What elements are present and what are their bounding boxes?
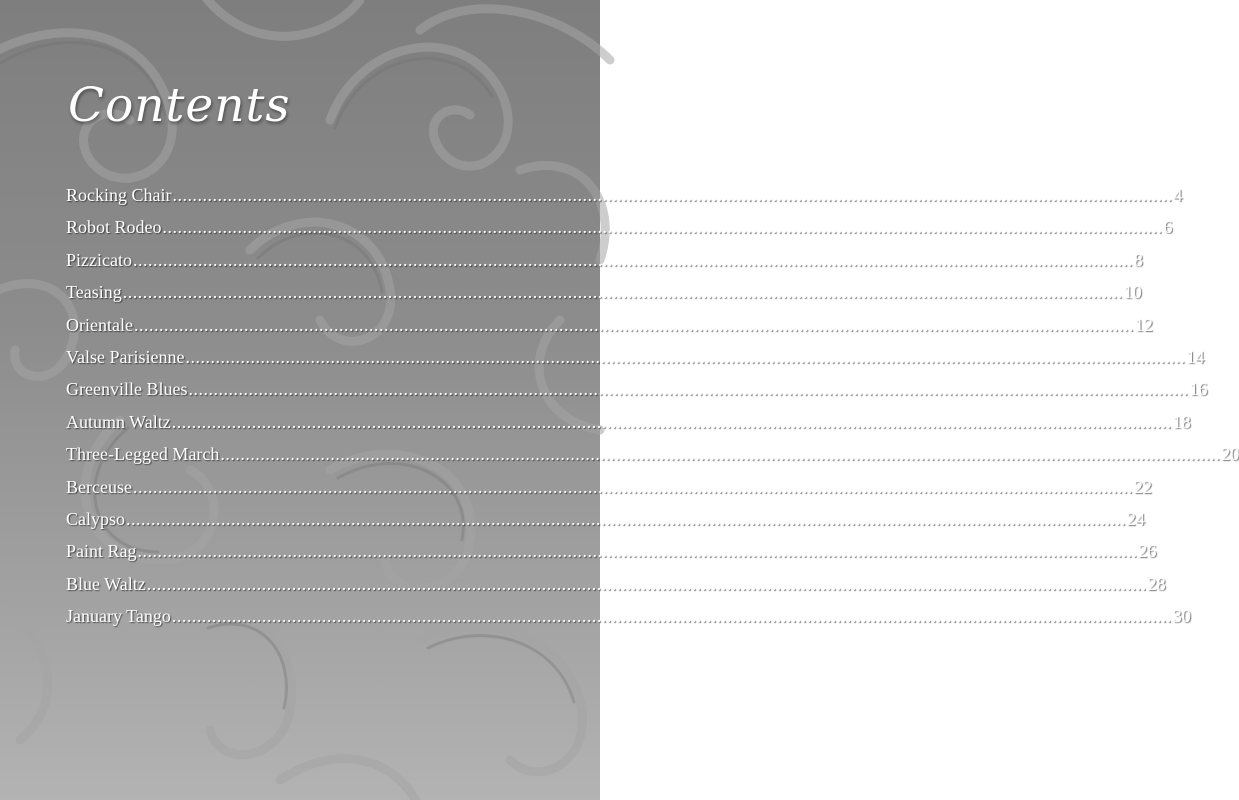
toc-entry-title: Blue Waltz xyxy=(66,573,146,594)
toc-entry-title: Rocking Chair xyxy=(66,185,172,205)
toc-entry[interactable] xyxy=(66,411,1191,444)
toc-entry-title: Orientale xyxy=(66,314,133,335)
toc-entry-page: 4 xyxy=(1173,185,1183,205)
dot-leader: ........................................................................................................................................................................................................ xyxy=(146,573,1147,594)
toc-entry-title: Calypso xyxy=(66,508,126,529)
toc-entry[interactable] xyxy=(66,508,1146,541)
toc-entry[interactable] xyxy=(66,217,1173,249)
dot-leader: ........................................................................................................................................................................................................ xyxy=(162,217,1163,238)
toc-entry[interactable] xyxy=(66,606,1191,638)
toc-entry-page: 24 xyxy=(1127,508,1146,529)
dot-leader: ........................................................................................................................................................................................................ xyxy=(220,444,1221,465)
toc-entry-title: Autumn Waltz xyxy=(66,411,171,432)
toc-entry-page: 8 xyxy=(1133,249,1143,270)
toc-entry[interactable] xyxy=(66,185,1183,217)
dot-leader: ........................................................................................................................................................................................................ xyxy=(126,508,1127,529)
toc-entry-page: 12 xyxy=(1134,314,1153,335)
toc-entry-title: Three-Legged March xyxy=(66,444,220,465)
toc-entry-title: January Tango xyxy=(66,606,171,627)
toc-entry[interactable] xyxy=(66,379,1208,411)
dot-leader: ........................................................................................................................................................................................................ xyxy=(171,411,1172,432)
toc-entry-page: 10 xyxy=(1123,282,1142,303)
dot-leader: ........................................................................................................................................................................................................ xyxy=(172,185,1173,205)
dot-leader: ........................................................................................................................................................................................................ xyxy=(171,606,1172,627)
dot-leader: ........................................................................................................................................................................................................ xyxy=(137,541,1138,562)
toc-entry-page: 6 xyxy=(1163,217,1173,238)
toc-entry-title: Teasing xyxy=(66,282,122,303)
toc-entry-title: Robot Rodeo xyxy=(66,217,162,238)
dot-leader: ........................................................................................................................................................................................................ xyxy=(133,314,1134,335)
toc-entry-page: 20 xyxy=(1221,444,1239,465)
toc-entry[interactable] xyxy=(66,346,1205,379)
toc-entry-page: 16 xyxy=(1189,379,1208,400)
toc-entry-title: Pizzicato xyxy=(66,249,132,270)
toc-entry-title: Paint Rag xyxy=(66,541,137,562)
toc-entry-page: 22 xyxy=(1133,476,1152,497)
dot-leader: ........................................................................................................................................................................................................ xyxy=(132,249,1133,270)
dot-leader: ........................................................................................................................................................................................................ xyxy=(132,476,1133,497)
toc-entry[interactable] xyxy=(66,314,1153,347)
toc-entry[interactable] xyxy=(66,282,1142,314)
toc-entry[interactable] xyxy=(66,476,1152,509)
toc-entry-page: 18 xyxy=(1172,411,1191,432)
toc-entry-page: 26 xyxy=(1138,541,1157,562)
toc-entry[interactable] xyxy=(66,573,1166,606)
toc-entry-title: Berceuse xyxy=(66,476,132,497)
toc-entry-page: 30 xyxy=(1172,606,1191,627)
dot-leader: ........................................................................................................................................................................................................ xyxy=(122,282,1123,303)
toc-entry-page: 28 xyxy=(1147,573,1166,594)
toc-entry-page: 14 xyxy=(1186,346,1205,367)
toc-entry[interactable] xyxy=(66,444,1239,476)
toc-entry-title: Valse Parisienne xyxy=(66,346,185,367)
toc-entry-title: Greenville Blues xyxy=(66,379,188,400)
toc-entry[interactable] xyxy=(66,541,1157,573)
dot-leader: ........................................................................................................................................................................................................ xyxy=(185,346,1186,367)
dot-leader: ........................................................................................................................................................................................................ xyxy=(188,379,1189,400)
page-title: Contents xyxy=(68,78,291,133)
table-of-contents xyxy=(66,185,1239,638)
toc-entry[interactable] xyxy=(66,249,1143,282)
